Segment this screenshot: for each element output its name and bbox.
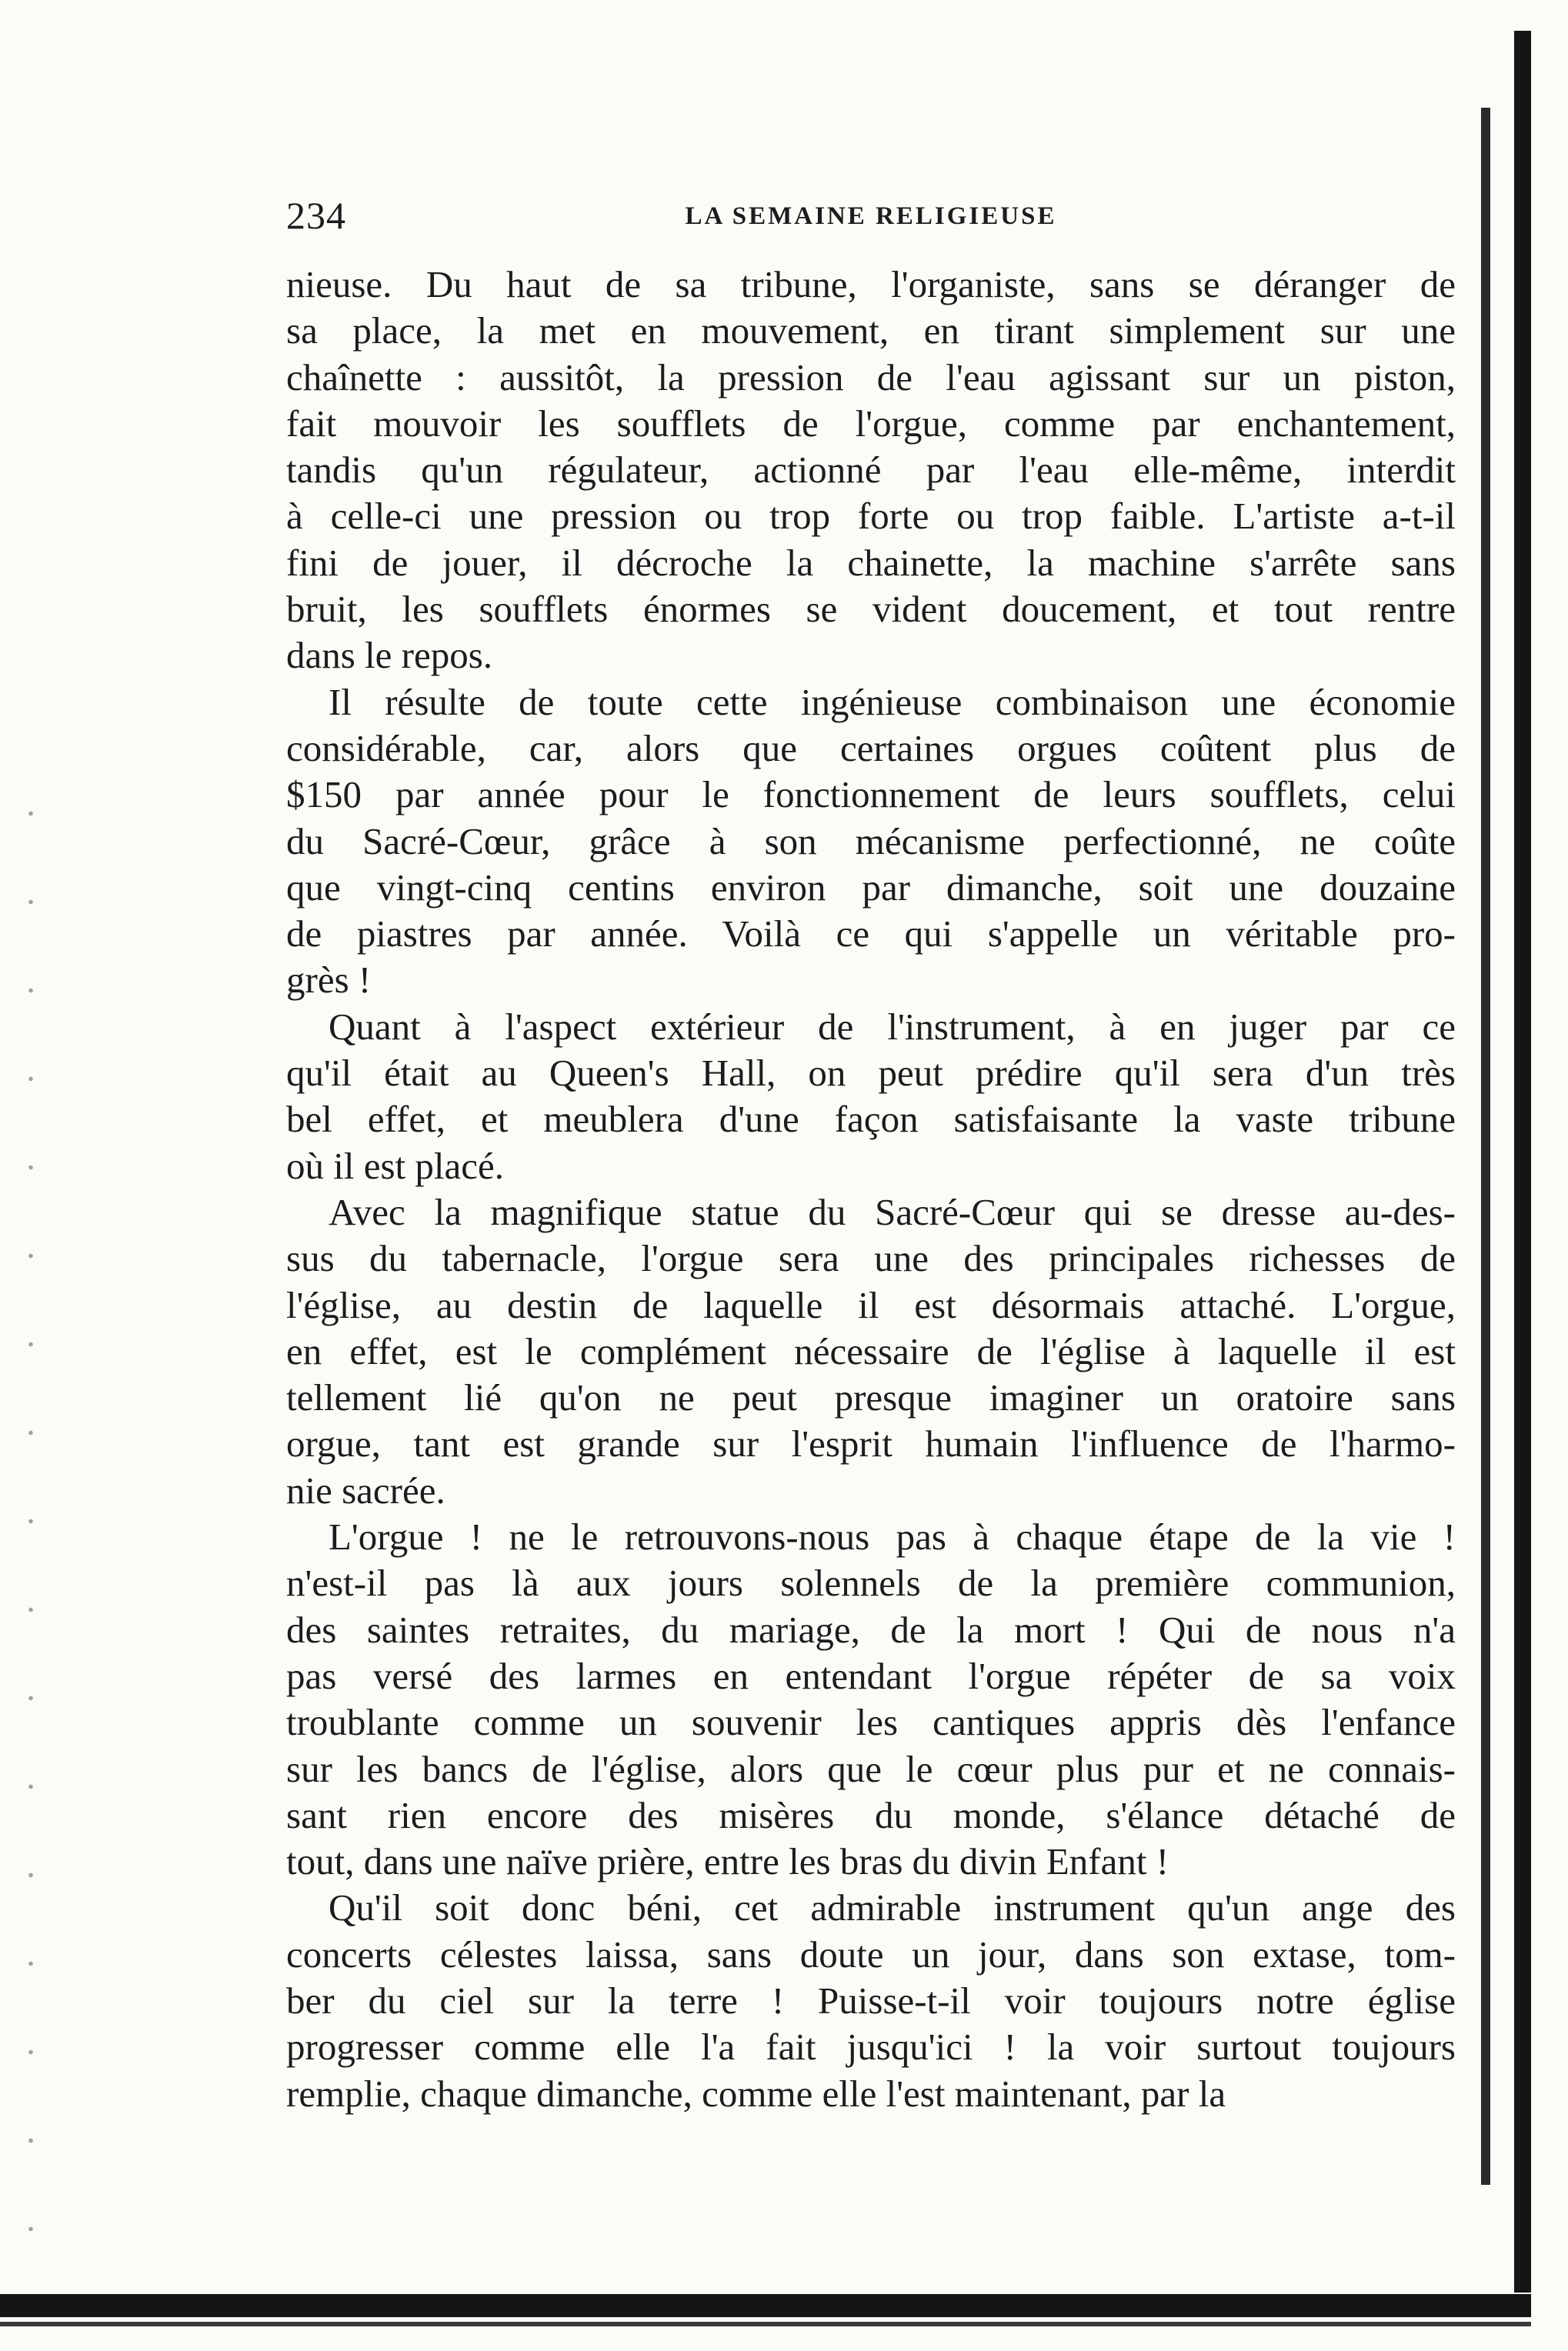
text-line: sus du tabernacle, l'orgue sera une des principales richesses de bbox=[286, 1237, 1456, 1280]
text-line: fait mouvoir les soufflets de l'orgue, comme par enchantement, bbox=[286, 402, 1456, 445]
text-line: nieuse. Du haut de sa tribune, l'organiste, sans se déranger de bbox=[286, 263, 1456, 305]
text-line: Quant à l'aspect extérieur de l'instrument, à en juger par ce bbox=[329, 1005, 1456, 1048]
text-line: qu'il était au Queen's Hall, on peut prédire qu'il sera d'un très bbox=[286, 1052, 1456, 1095]
text-line: tellement lié qu'on ne peut presque imaginer un oratoire sans bbox=[286, 1376, 1456, 1419]
page-header bbox=[286, 192, 1456, 238]
text-line: orgue, tant est grande sur l'esprit humain l'influence de l'harmo- bbox=[286, 1422, 1456, 1466]
text-line: remplie, chaque dimanche, comme elle l'est maintenant, par la bbox=[286, 2072, 1226, 2115]
page-binding-shadow bbox=[1514, 31, 1531, 2293]
page-edge-shadow bbox=[1481, 108, 1490, 2185]
page-bottom-edge bbox=[0, 2294, 1531, 2317]
text-line: où il est placé. bbox=[286, 1144, 505, 1187]
text-line: sur les bancs de l'église, alors que le cœur plus pur et ne connais- bbox=[286, 1747, 1456, 1790]
text-line: du Sacré-Cœur, grâce à son mécanisme perfectionné, ne coûte bbox=[286, 819, 1456, 862]
text-line: considérable, car, alors que certaines orgues coûtent plus de bbox=[286, 726, 1456, 769]
text-line: chaînette : aussitôt, la pression de l'eau agissant sur un piston, bbox=[286, 355, 1456, 399]
text-line: $150 par année pour le fonctionnement de leurs soufflets, celui bbox=[286, 773, 1456, 816]
text-line: troublante comme un souvenir les cantiques appris dès l'enfance bbox=[286, 1701, 1456, 1744]
text-line: ber du ciel sur la terre ! Puisse-t-il voir toujours notre église bbox=[286, 1979, 1456, 2022]
text-line: sa place, la met en mouvement, en tirant simplement sur une bbox=[286, 309, 1456, 352]
text-line: tandis qu'un régulateur, actionné par l'eau elle-même, interdit bbox=[286, 449, 1456, 492]
text-line: fini de jouer, il décroche la chainette, la machine s'arrête sans bbox=[286, 541, 1456, 584]
text-line: bel effet, et meublera d'une façon satisfaisante la vaste tribune bbox=[286, 1098, 1456, 1141]
article-body bbox=[286, 262, 1456, 2117]
margin-specks bbox=[23, 769, 38, 2231]
text-line: progresser comme elle l'a fait jusqu'ici ! la voir surtout toujours bbox=[286, 2026, 1456, 2069]
text-line: bruit, les soufflets énormes se vident doucement, et tout rentre bbox=[286, 588, 1456, 631]
text-line: dans le repos. bbox=[286, 634, 493, 677]
text-line: tout, dans une naïve prière, entre les bras du divin Enfant ! bbox=[286, 1840, 1169, 1883]
text-line: Avec la magnifique statue du Sacré-Cœur qui se dresse au-des- bbox=[329, 1190, 1456, 1233]
running-title: LA SEMAINE RELIGIEUSE bbox=[685, 202, 1057, 230]
text-line: nie sacrée. bbox=[286, 1469, 445, 1512]
text-line: à celle-ci une pression ou trop forte ou trop faible. L'artiste a-t-il bbox=[286, 495, 1456, 538]
text-line: concerts célestes laissa, sans doute un jour, dans son extase, tom- bbox=[286, 1932, 1456, 1976]
text-line: en effet, est le complément nécessaire de l'église à laquelle il est bbox=[286, 1329, 1456, 1372]
text-line: grès ! bbox=[286, 959, 372, 1002]
page-number: 234 bbox=[286, 194, 346, 237]
page-bottom-edge-thin bbox=[0, 2322, 1531, 2326]
text-line: l'église, au destin de laquelle il est désormais attaché. L'orgue, bbox=[286, 1283, 1456, 1326]
text-line: L'orgue ! ne le retrouvons-nous pas à chaque étape de la vie ! bbox=[329, 1516, 1456, 1559]
text-line: des saintes retraites, du mariage, de la mort ! Qui de nous n'a bbox=[286, 1608, 1456, 1651]
text-line: que vingt-cinq centins environ par dimanche, soit une douzaine bbox=[286, 865, 1456, 909]
text-line: sant rien encore des misères du monde, s'élance détaché de bbox=[286, 1793, 1456, 1836]
text-line: pas versé des larmes en entendant l'orgue répéter de sa voix bbox=[286, 1654, 1456, 1697]
text-line: de piastres par année. Voilà ce qui s'appelle un véritable pro- bbox=[286, 912, 1456, 955]
text-line: Qu'il soit donc béni, cet admirable instrument qu'un ange des bbox=[329, 1886, 1456, 1929]
text-line: n'est-il pas là aux jours solennels de la première communion, bbox=[286, 1562, 1456, 1605]
text-line: Il résulte de toute cette ingénieuse combinaison une économie bbox=[329, 680, 1456, 723]
